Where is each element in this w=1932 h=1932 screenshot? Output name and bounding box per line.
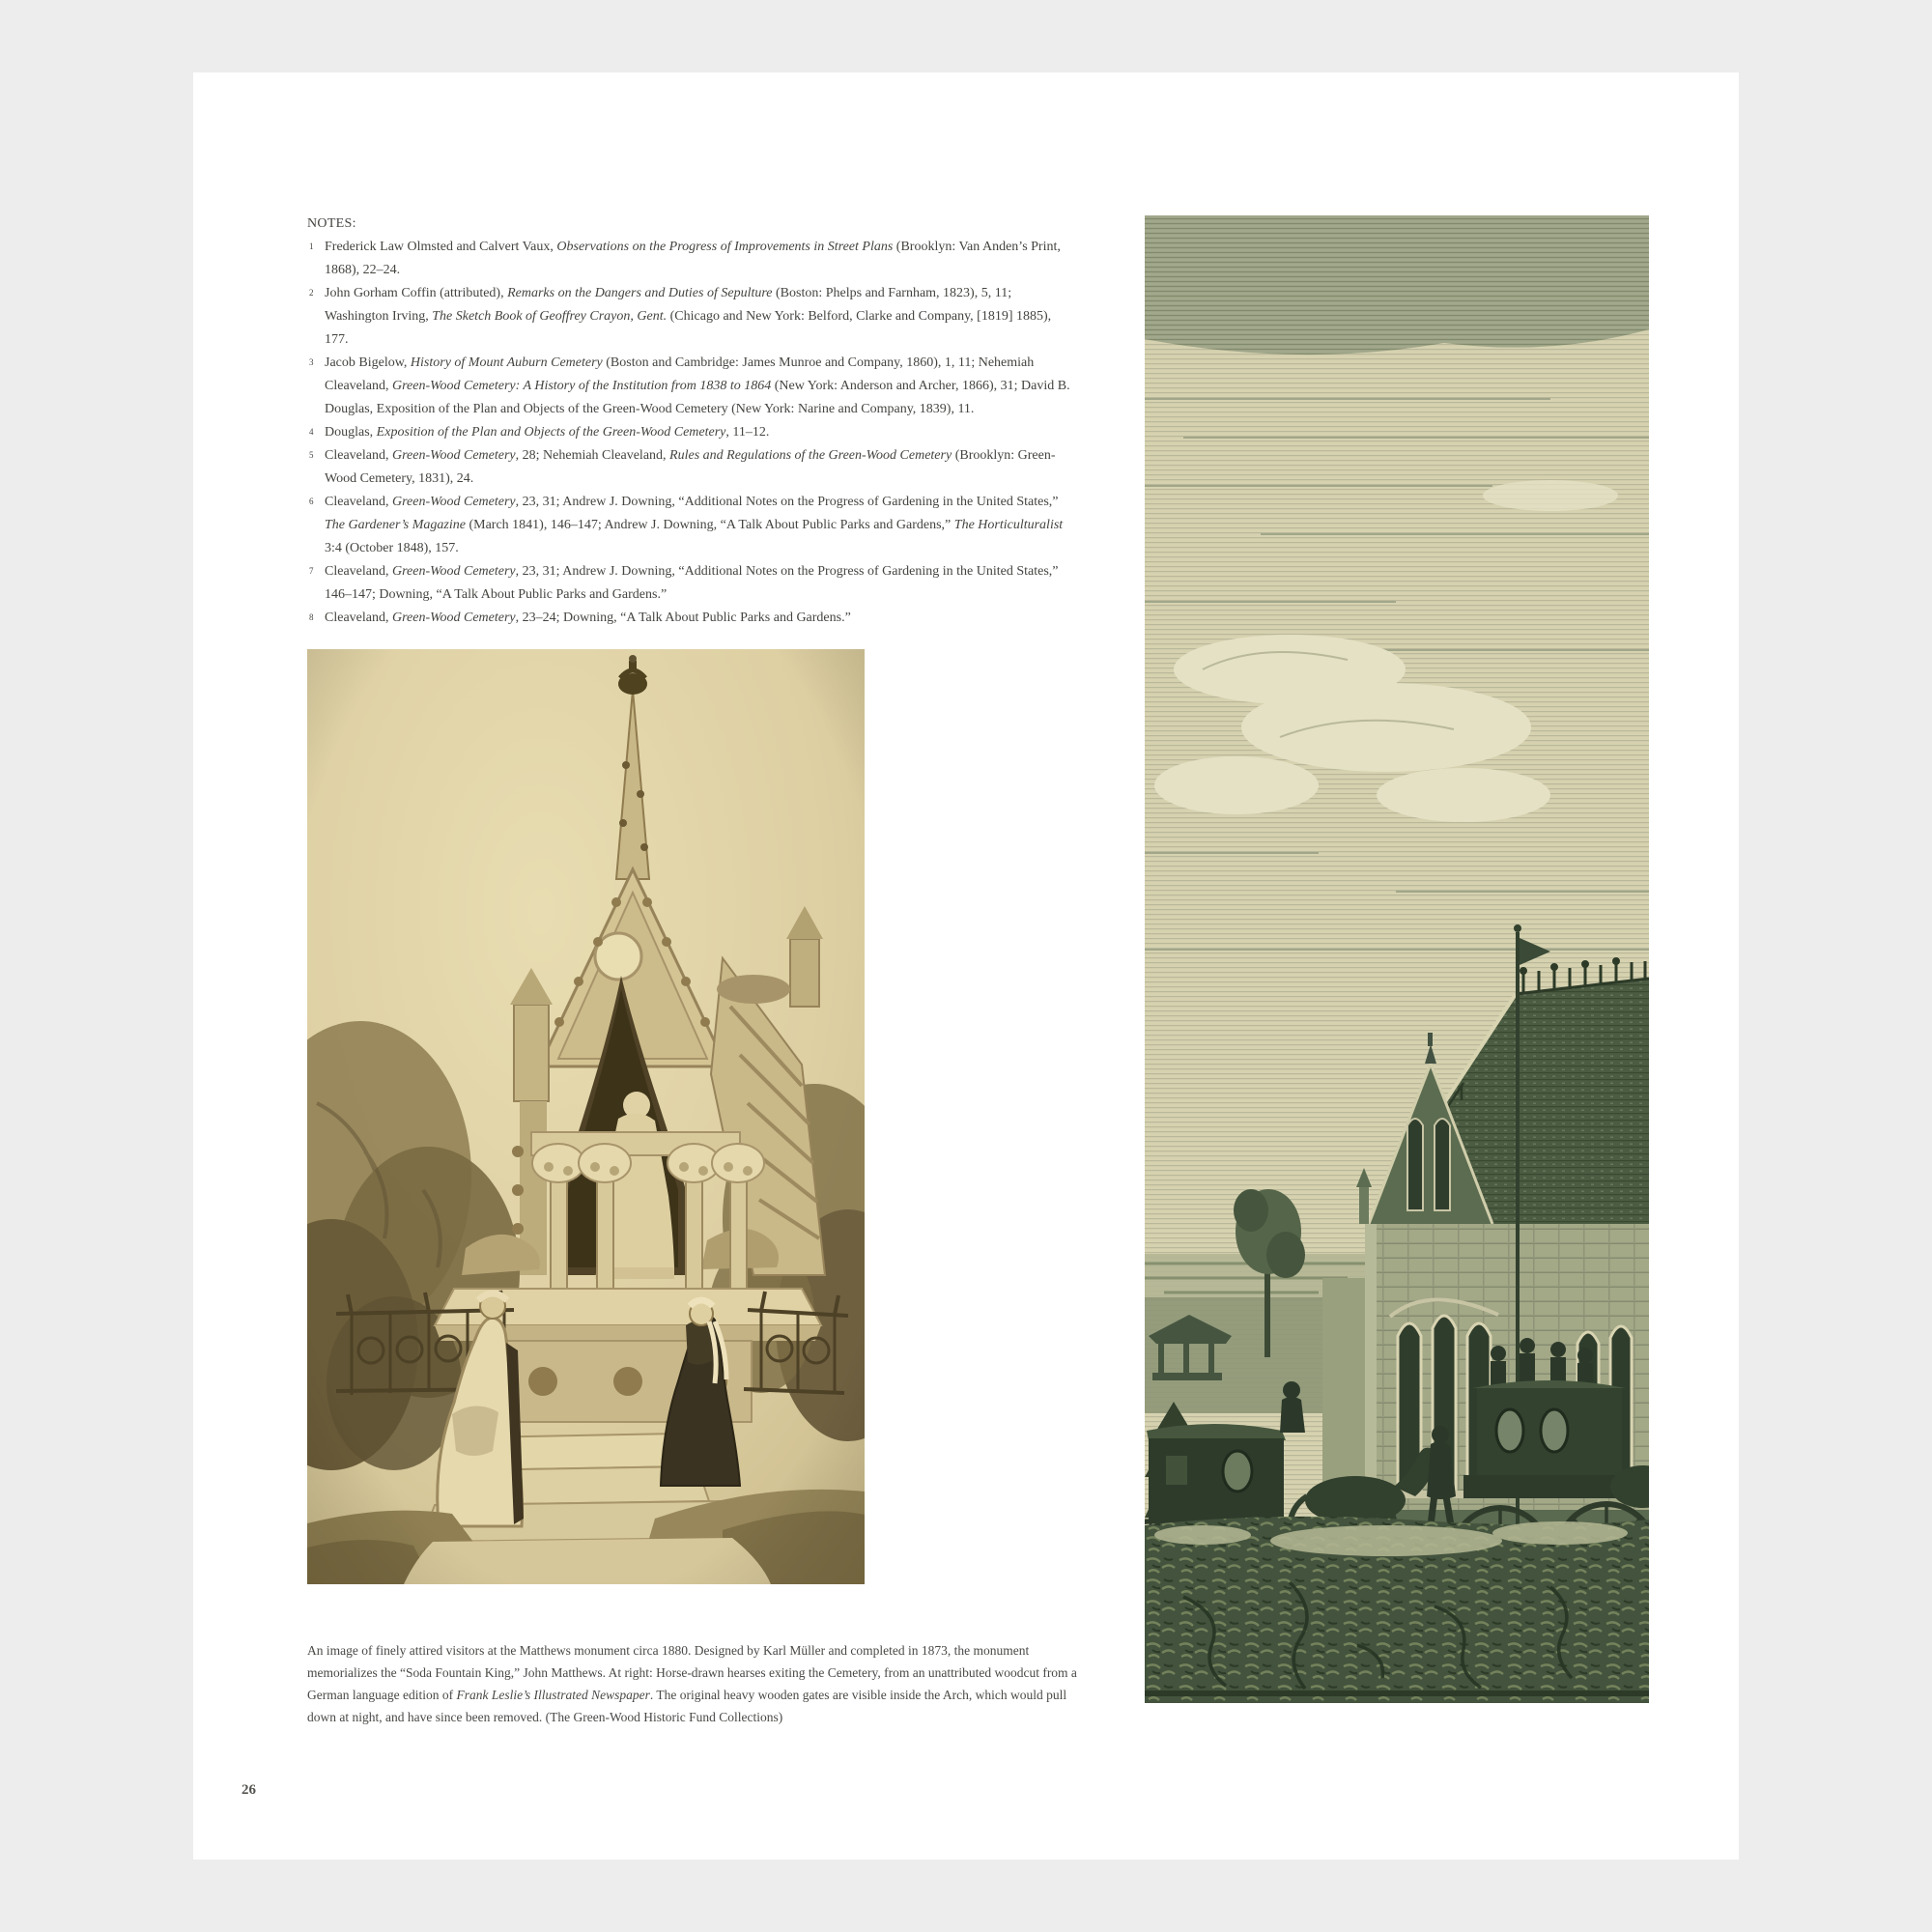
page-number: 26 [242,1782,256,1798]
monument-photo-graphic [307,649,865,1584]
footnote-number: 4 [309,427,314,437]
footnote-6 [307,491,1072,560]
footnote-number: 8 [309,612,314,622]
notes-heading: NOTES: [307,216,356,231]
footnote-1 [307,236,1072,282]
footnote-number: 7 [309,566,314,576]
footnote-2 [307,282,1072,352]
footnote-text: Cleaveland, Green-Wood Cemetery, 23, 31; Andrew J. Downing, “Additional Notes on the Progress of Gardening in the United States,” 146–147; Downing, “A Talk About Public Parks and Gardens.” [325,564,1059,602]
footnote-8 [307,607,1072,630]
footnote-number: 3 [309,357,314,367]
footnote-number: 5 [309,450,314,460]
notes-list [307,236,1072,630]
endnotes-block [307,213,1072,630]
footnote-text: Cleaveland, Green-Wood Cemetery, 28; Nehemiah Cleaveland, Rules and Regulations of the Green-Wood Cemetery (Brooklyn: Green-Wood Cemetery, 1831), 24. [325,448,1056,486]
footnote-text: Jacob Bigelow, History of Mount Auburn Cemetery (Boston and Cambridge: James Munroe and Company, 1860), 1, 11; Nehemiah Cleaveland, Green-Wood Cemetery: A History of the Institution from 1838 to 1864 (New York: Anderson and Archer, 1866), 31; David B. Douglas, Exposition of the Plan and Objects of the Green-Wood Cemetery (New York: Narine and Company, 1839), 11. [325,355,1070,416]
matthews-monument-photo [307,649,865,1584]
figure-caption: An image of finely attired visitors at the Matthews monument circa 1880. Designed by Karl Müller and completed in 1873, the monument memorializes the “Soda Fountain King,” John Matthews. At right: Horse-drawn hearses exiting the Cemetery, from an unattributed woodcut from a German language edition of Frank Leslie’s Illustrated Newspaper. The original heavy wooden gates are visible inside the Arch, which would pull down at night, and have since been removed. (The Green-Wood Historic Fund Collections) [307,1642,1077,1724]
engraving-graphic [1145,215,1649,1703]
footnote-text: Cleaveland, Green-Wood Cemetery, 23, 31; Andrew J. Downing, “Additional Notes on the Progress of Gardening in the United States,” The Gardener’s Magazine (March 1841), 146–147; Andrew J. Downing, “A Talk About Public Parks and Gardens,” The Horticulturalist 3:4 (October 1848), 157. [325,495,1064,555]
footnote-number: 6 [309,497,314,506]
sky-dark-band [1145,215,1649,355]
footnote-5 [307,444,1072,491]
footnote-number: 2 [309,288,314,298]
footnote-text: Douglas, Exposition of the Plan and Objects of the Green-Wood Cemetery, 11–12. [325,425,770,440]
footnote-number: 1 [309,242,314,251]
footnote-3 [307,352,1072,421]
book-page [193,72,1739,1860]
footnote-7 [307,560,1072,607]
footnote-text: Cleaveland, Green-Wood Cemetery, 23–24; Downing, “A Talk About Public Parks and Gardens.” [325,611,851,625]
footnote-text: John Gorham Coffin (attributed), Remarks on the Dangers and Duties of Sepulture (Boston: Phelps and Farnham, 1823), 5, 11; Washington Irving, The Sketch Book of Geoffrey Crayon, Gent. (Chicago and New York: Belford, Clarke and Company, [1819] 1885), 177. [325,286,1052,347]
footnote-4 [307,421,1072,444]
footnote-text: Frederick Law Olmsted and Calvert Vaux, Observations on the Progress of Improvements in Street Plans (Brooklyn: Van Anden’s Print, 1868), 22–24. [325,240,1061,277]
hearses-engraving [1145,215,1649,1703]
